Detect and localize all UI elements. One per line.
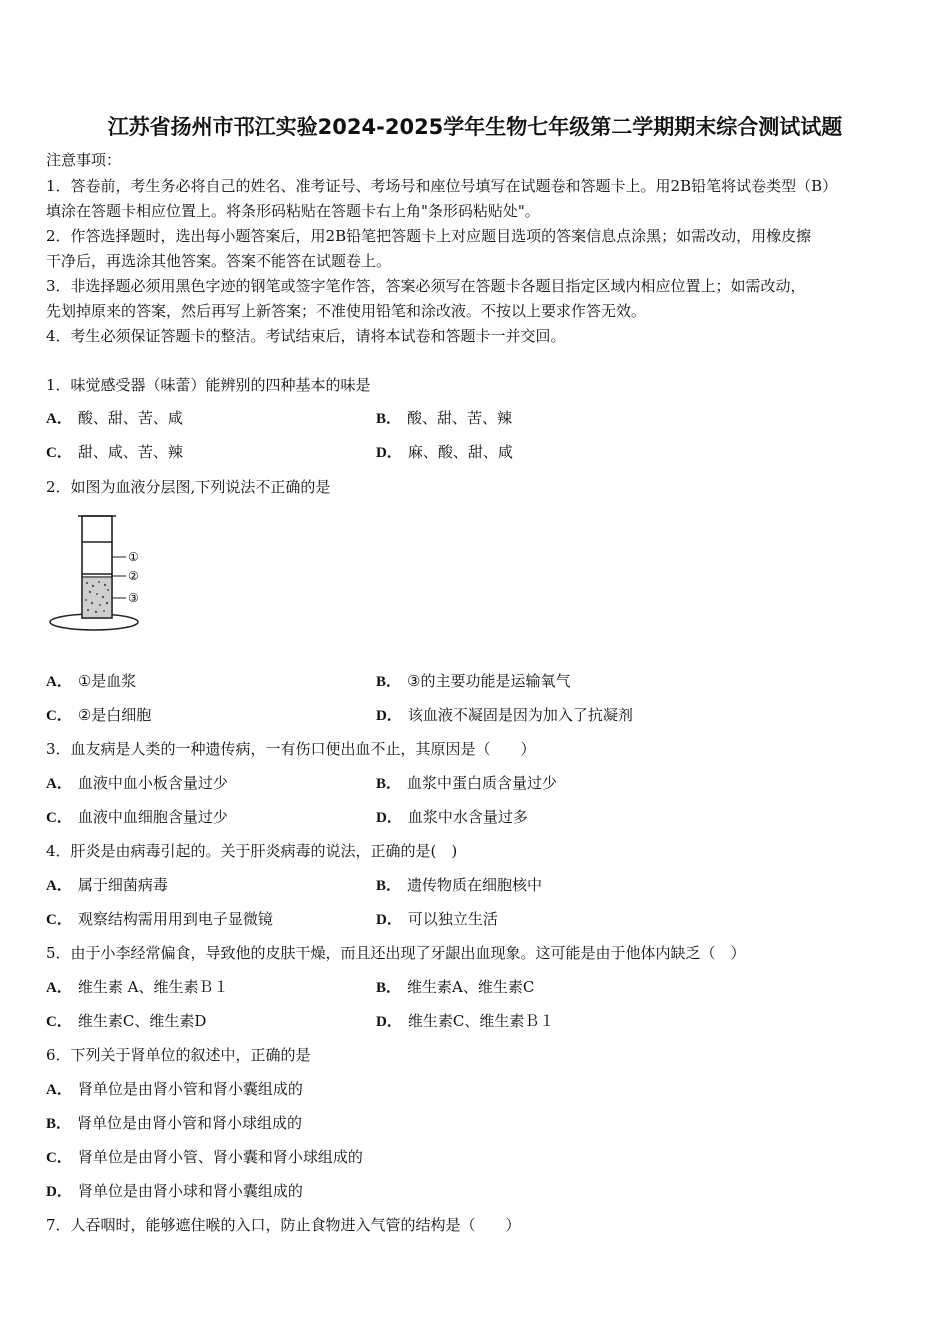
question-stem: 7．人吞咽时，能够遮住喉的入口，防止食物进入气管的结构是（ ）: [46, 1216, 521, 1234]
option-c[interactable]: C． ②是白细胞: [46, 706, 152, 724]
option-a[interactable]: A． 属于细菌病毒: [46, 876, 168, 894]
option-c[interactable]: C． 甜、咸、苦、辣: [46, 443, 183, 461]
notice-heading: 注意事项：: [46, 151, 122, 169]
question-stem: 1．味觉感受器（味蕾）能辨别的四种基本的味是: [46, 376, 371, 394]
question-stem: 2．如图为血液分层图,下列说法不正确的是: [46, 478, 331, 496]
label-3: ③: [128, 591, 139, 605]
option-d[interactable]: D． 血浆中水含量过多: [376, 808, 528, 826]
option-d[interactable]: D． 肾单位是由肾小球和肾小囊组成的: [46, 1182, 303, 1200]
question-stem: 6．下列关于肾单位的叙述中，正确的是: [46, 1046, 311, 1064]
page-title: 江苏省扬州市邗江实验2024-2025学年生物七年级第二学期期末综合测试试题: [107, 115, 843, 139]
option-b[interactable]: B． 酸、甜、苦、辣: [376, 409, 513, 427]
notice-line: 先划掉原来的答案，然后再写上新答案；不准使用铅笔和涂改液。不按以上要求作答无效。: [46, 302, 647, 320]
option-b[interactable]: B． 遗传物质在细胞核中: [376, 876, 543, 894]
option-a[interactable]: A． 酸、甜、苦、咸: [46, 409, 183, 427]
notice-line: 2．作答选择题时，选出每小题答案后，用2B铅笔把答题卡上对应题目选项的答案信息点涂黑；如需改动，用橡皮擦: [46, 227, 812, 245]
notice-line: 3．非选择题必须用黑色字迹的钢笔或签字笔作答，答案必须写在答题卡各题目指定区域内相应位置上；如需改动，: [46, 277, 806, 295]
notice-line: 4．考生必须保证答题卡的整洁。考试结束后，请将本试卷和答题卡一并交回。: [46, 327, 566, 345]
option-a[interactable]: A． 血液中血小板含量过少: [46, 774, 228, 792]
option-b[interactable]: B． ③的主要功能是运输氧气: [376, 672, 571, 690]
option-b[interactable]: B． 肾单位是由肾小管和肾小球组成的: [46, 1114, 303, 1132]
option-a[interactable]: A． 维生素 A、维生素Ｂ１: [46, 978, 229, 996]
notice-line: 干净后，再选涂其他答案。答案不能答在试题卷上。: [46, 252, 392, 270]
option-c[interactable]: C． 观察结构需用用到电子显微镜: [46, 910, 273, 928]
notice-line: 1．答卷前，考生务必将自己的姓名、准考证号、考场号和座位号填写在试题卷和答题卡上。用2B铅笔将试卷类型（B）: [46, 177, 838, 195]
question-stem: 4．肝炎是由病毒引起的。关于肝炎病毒的说法，正确的是( ): [46, 842, 458, 860]
option-c[interactable]: C． 血液中血细胞含量过少: [46, 808, 228, 826]
option-d[interactable]: D． 可以独立生活: [376, 910, 498, 928]
option-d[interactable]: D． 维生素C、维生素Ｂ１: [376, 1012, 555, 1030]
notice-line: 填涂在答题卡相应位置上。将条形码粘贴在答题卡右上角"条形码粘贴处"。: [46, 202, 540, 220]
question-stem: 3．血友病是人类的一种遗传病，一有伤口便出血不止，其原因是（ ）: [46, 740, 536, 758]
label-1: ①: [128, 550, 139, 564]
option-a[interactable]: A． 肾单位是由肾小管和肾小囊组成的: [46, 1080, 303, 1098]
blood-layer-figure: [46, 510, 156, 638]
option-d[interactable]: D． 该血液不凝固是因为加入了抗凝剂: [376, 706, 633, 724]
option-b[interactable]: B． 血浆中蛋白质含量过少: [376, 774, 558, 792]
option-d[interactable]: D． 麻、酸、甜、咸: [376, 443, 513, 461]
question-stem: 5．由于小李经常偏食，导致他的皮肤干燥，而且还出现了牙龈出血现象。这可能是由于他体内缺乏（ ）: [46, 944, 746, 962]
option-c[interactable]: C． 肾单位是由肾小管、肾小囊和肾小球组成的: [46, 1148, 363, 1166]
option-b[interactable]: B． 维生素A、维生素C: [376, 978, 535, 996]
option-c[interactable]: C． 维生素C、维生素D: [46, 1012, 207, 1030]
label-2: ②: [128, 569, 139, 583]
option-a[interactable]: A． ①是血浆: [46, 672, 137, 690]
